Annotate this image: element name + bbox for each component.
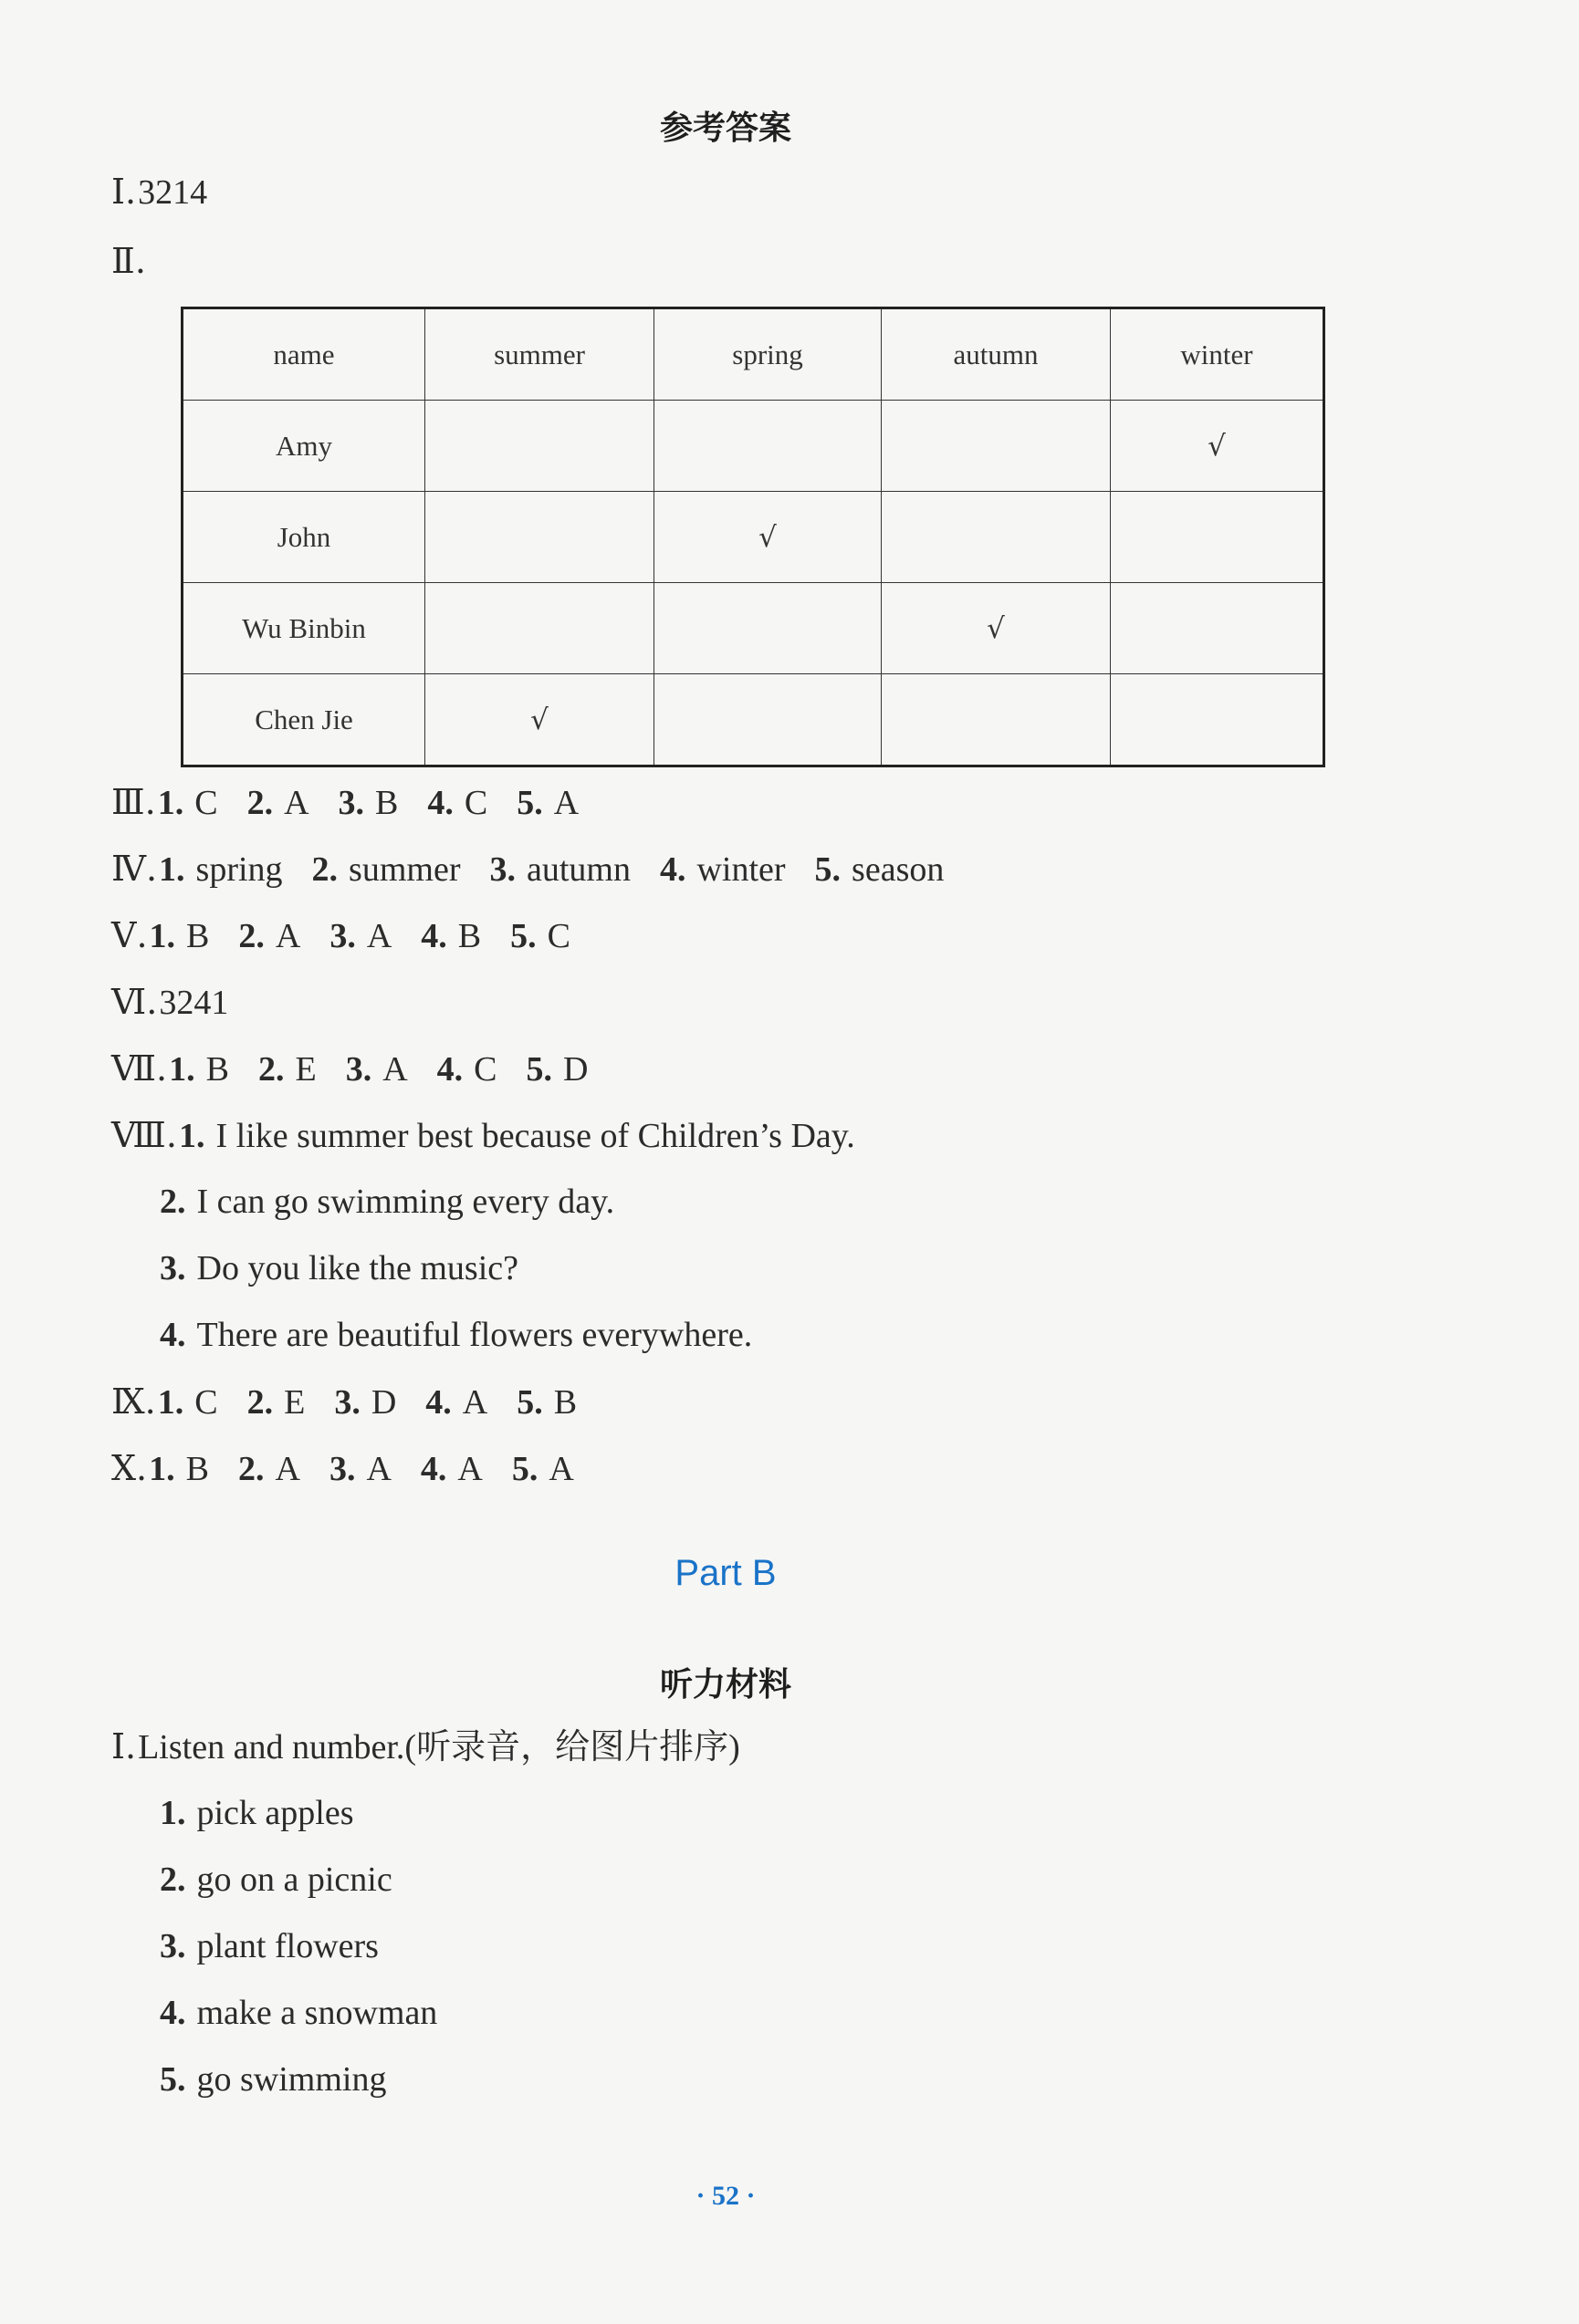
section-4: Ⅳ.1. spring 2. summer 3. autumn 4. winter 5. season: [111, 849, 945, 889]
table-row: [183, 492, 1324, 583]
section-5: Ⅴ.1. B 2. A 3. A 4. B 5. C: [111, 915, 571, 955]
section-7: Ⅶ.1. B 2. E 3. A 4. C 5. D: [111, 1048, 589, 1089]
listening-instruction: Listen and number.(听录音，给图片排序): [138, 1728, 740, 1766]
sentence: Do you like the music?: [196, 1249, 518, 1287]
spring-cell: [654, 583, 882, 674]
page-title: 参考答案: [659, 109, 791, 147]
autumn-cell: √: [882, 583, 1111, 674]
section-7-numeral: Ⅶ.: [111, 1048, 168, 1089]
section-4-numeral: Ⅳ.: [111, 849, 158, 889]
page-number: · 52 ·: [695, 2181, 756, 2211]
list-item: 4. make a snowman: [160, 1994, 438, 2032]
summer-cell: √: [425, 674, 654, 766]
spring-cell: [654, 674, 882, 766]
part-b-heading: Part B: [674, 1553, 777, 1593]
row-name: Wu Binbin: [183, 583, 425, 674]
autumn-cell: [882, 401, 1111, 492]
row-name: John: [183, 492, 425, 583]
spring-cell: √: [654, 492, 882, 583]
sentence: There are beautiful flowers everywhere.: [196, 1316, 753, 1354]
header-winter: winter: [1111, 308, 1324, 401]
sentence: I like summer best because of Children’s Day.: [215, 1117, 855, 1155]
section-5-numeral: Ⅴ.: [111, 915, 148, 955]
listening-title: 听力材料: [659, 1666, 791, 1704]
list-item: 2. go on a picnic: [160, 1860, 392, 1899]
section-8-numeral: Ⅷ.: [111, 1115, 177, 1155]
season-table: [181, 307, 1325, 767]
winter-cell: [1111, 492, 1324, 583]
list-item: 5. go swimming: [160, 2060, 387, 2099]
section-2-numeral: Ⅱ.: [111, 241, 146, 281]
header-name: name: [183, 308, 425, 401]
section-1-numeral: Ⅰ.: [111, 172, 137, 212]
section-8: Ⅷ.1. I like summer best because of Children’s Day.: [111, 1115, 855, 1155]
summer-cell: [425, 583, 654, 674]
section-10-numeral: Ⅹ.: [111, 1448, 148, 1488]
sentence: I can go swimming every day.: [196, 1183, 615, 1221]
spring-cell: [654, 401, 882, 492]
section-6-numeral: Ⅵ.: [111, 982, 158, 1022]
section-6-answer: 3241: [159, 984, 229, 1022]
header-spring: spring: [654, 308, 882, 401]
section-3: Ⅲ.1. C 2. A 3. B 4. C 5. A: [111, 782, 580, 822]
section-6: [111, 980, 228, 1025]
section-1: [111, 170, 207, 214]
winter-cell: [1111, 674, 1324, 766]
table-row: [183, 674, 1324, 766]
section-3-numeral: Ⅲ.: [111, 782, 156, 822]
section-9: Ⅸ.1. C 2. E 3. D 4. A 5. B: [111, 1381, 578, 1422]
section-9-numeral: Ⅸ.: [111, 1381, 156, 1422]
autumn-cell: [882, 492, 1111, 583]
section-8-line: 2. I can go swimming every day.: [160, 1183, 615, 1221]
section-1-answer: 3214: [138, 173, 208, 212]
section-2: [111, 239, 148, 284]
section-8-line: 4. There are beautiful flowers everywhere.: [160, 1316, 753, 1354]
listening-numeral: Ⅰ.: [111, 1726, 137, 1766]
section-10: Ⅹ.1. B 2. A 3. A 4. A 5. A: [111, 1448, 574, 1488]
table-header-row: [183, 308, 1324, 401]
table-row: [183, 401, 1324, 492]
header-autumn: autumn: [882, 308, 1111, 401]
list-item: 3. plant flowers: [160, 1927, 379, 1965]
list-item: 1. pick apples: [160, 1794, 354, 1832]
section-8-line: 3. Do you like the music?: [160, 1249, 518, 1287]
row-name: Chen Jie: [183, 674, 425, 766]
summer-cell: [425, 492, 654, 583]
winter-cell: √: [1111, 401, 1324, 492]
autumn-cell: [882, 674, 1111, 766]
summer-cell: [425, 401, 654, 492]
row-name: Amy: [183, 401, 425, 492]
winter-cell: [1111, 583, 1324, 674]
header-summer: summer: [425, 308, 654, 401]
table-row: [183, 583, 1324, 674]
listening-section-1: [111, 1725, 740, 1769]
